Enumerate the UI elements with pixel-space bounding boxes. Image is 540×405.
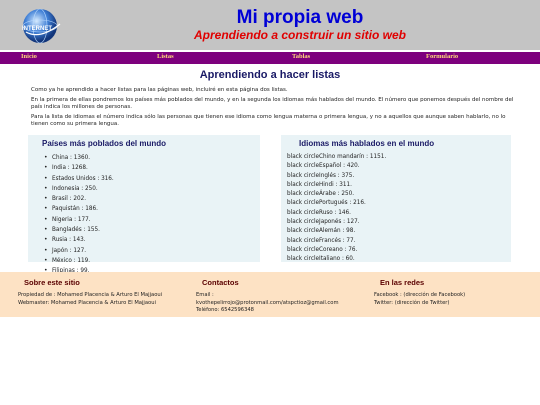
list-item: • Bangladés : 155.: [44, 225, 114, 235]
list-item: • Brasil : 202.: [44, 194, 114, 204]
nav-item-formulario[interactable]: Formulario: [426, 53, 459, 60]
list-item: black circleRuso : 146.: [287, 209, 351, 216]
nav-item-tablas[interactable]: Tablas: [292, 53, 311, 60]
intro-paragraph-2: En la primera de ellas pondremos los países más poblados del mundo, y en la segunda los idiomas más hablados del mundo. El número que ponemos después del nombre del país indica los millones de personas.: [31, 97, 514, 110]
site-header: [0, 0, 540, 50]
nav-item-listas[interactable]: Listas: [157, 53, 174, 60]
list-item: black circleEspañol : 420.: [287, 163, 360, 170]
languages-box: [281, 135, 511, 262]
intro-paragraph-3: Para la lista de idiomas el número indica sólo las personas que tienen ese idioma como lengua materna o primera lengua, y no a aquellos que aunque saben hablarlo, no lo tienen como su primera lengua.: [31, 114, 506, 127]
intro-paragraph-1: Como ya he aprendido a hacer listas para las páginas web, incluiré en esta página dos listas.: [31, 87, 288, 93]
list-item: black circleÁrabe : 250.: [287, 191, 355, 198]
list-item: • India : 1268.: [44, 163, 114, 173]
list-item: • China : 1360.: [44, 153, 114, 163]
list-item: black circleHindi : 311.: [287, 181, 352, 188]
footer-webmaster: Webmaster: Mohamed Placencia & Arturo El Majjaoui: [18, 299, 156, 306]
countries-title: Países más poblados del mundo: [42, 139, 167, 148]
site-title: Mi propia web: [236, 7, 364, 28]
list-item: black circleCoreano : 76.: [287, 246, 358, 253]
list-item: black circleInglés : 375.: [287, 172, 355, 179]
list-item: black circleAlemán : 98.: [287, 228, 356, 235]
page-title: Aprendiendo a hacer listas: [199, 69, 341, 81]
list-item: • Indonesia : 250.: [44, 184, 114, 194]
footer-social: [374, 278, 465, 307]
countries-box: [28, 135, 260, 262]
footer-contact-title: Contactos: [202, 278, 239, 287]
list-item: • Paquistán : 186.: [44, 204, 114, 214]
list-item: black circlePortugués : 216.: [287, 200, 366, 207]
site-subtitle: Aprendiendo a construir un sitio web: [193, 28, 406, 42]
footer-facebook-link[interactable]: Facebook : (dirección de Facebook): [374, 292, 466, 298]
list-item: black circleChino mandarín : 1151.: [287, 154, 387, 160]
footer-phone: Teléfono: 6542596348: [196, 307, 254, 313]
list-item: • Estados Unidos : 316.: [44, 174, 114, 184]
footer-about-title: Sobre este sitio: [24, 278, 80, 287]
list-item: • Japón : 127.: [44, 246, 114, 256]
list-item: black circleJaponés : 127.: [287, 219, 360, 226]
list-item: black circleItaliano : 60.: [287, 256, 355, 263]
languages-title: Idiomas más hablados en el mundo: [299, 139, 435, 148]
footer-email-link[interactable]: kvothepelirrojo@protonmail.com/atspctioz@gmail.com: [196, 299, 339, 306]
footer-social-title: En las redes: [380, 278, 425, 287]
list-item: • Nigeria : 177.: [44, 215, 114, 225]
list-item: • México : 119.: [44, 256, 114, 266]
nav-item-inicio[interactable]: Inicio: [21, 53, 37, 60]
logo-text: INTERNET: [22, 26, 52, 32]
languages-list: [287, 153, 386, 265]
footer-owner: Propiedad de : Mohamed Placencia & Arturo El Majjaoui: [18, 292, 163, 298]
footer-email-label: Email :: [196, 292, 214, 298]
footer-about: [18, 278, 162, 307]
footer-contact: [196, 278, 339, 315]
footer-twitter-link[interactable]: Twitter: (dirección de Twitter): [374, 299, 450, 306]
list-item: • Rusia : 143.: [44, 235, 114, 245]
site-footer: [0, 272, 540, 317]
main-nav: [0, 52, 540, 64]
countries-list: [44, 153, 114, 277]
list-item: black circleFrancés : 77.: [287, 237, 356, 244]
